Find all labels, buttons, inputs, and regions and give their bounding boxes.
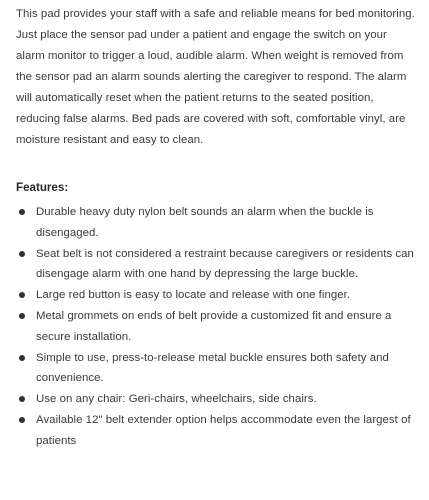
features-heading: Features: <box>16 181 69 194</box>
feature-text: Available 12" belt extender option helps accommodate even the largest of patients <box>36 413 411 447</box>
feature-item <box>16 244 415 286</box>
description-paragraph: This pad provides your staff with a safe and reliable means for bed monitoring. Just place the sensor pad under a patient and engage the switch on your alarm monitor to trigger a loud, audible alarm. When weight is removed from the sensor pad an alarm sounds alerting the caregiver to respond. The alarm will automatically reset when the patient returns to the seated position, reducing false alarms. Bed pads are covered with soft, comfortable vinyl, are moisture resistant and easy to clean. <box>16 8 415 146</box>
bullet-icon <box>19 417 25 423</box>
feature-item <box>16 348 415 390</box>
feature-text: Seat belt is not considered a restraint because caregivers or residents can disengage alarm with one hand by depressing the large buckle. <box>36 247 414 281</box>
bullet-icon <box>19 209 25 215</box>
feature-text: Metal grommets on ends of belt provide a customized fit and ensure a secure installation. <box>36 309 392 343</box>
bullet-icon <box>19 251 25 257</box>
feature-item <box>16 285 415 306</box>
feature-item <box>16 389 415 410</box>
feature-item <box>16 202 415 244</box>
bullet-icon <box>19 355 25 361</box>
feature-item <box>16 410 415 452</box>
feature-text: Large red button is easy to locate and release with one finger. <box>36 289 351 302</box>
feature-item <box>16 306 415 348</box>
feature-text: Use on any chair: Geri-chairs, wheelchairs, side chairs. <box>36 393 317 406</box>
feature-text: Durable heavy duty nylon belt sounds an alarm when the buckle is disengaged. <box>36 206 374 239</box>
bullet-icon <box>19 396 25 402</box>
features-list <box>16 202 415 452</box>
bullet-icon <box>19 313 25 319</box>
feature-text: Simple to use, press-to-release metal buckle ensures both safety and convenience. <box>36 351 389 385</box>
bullet-icon <box>19 292 25 298</box>
